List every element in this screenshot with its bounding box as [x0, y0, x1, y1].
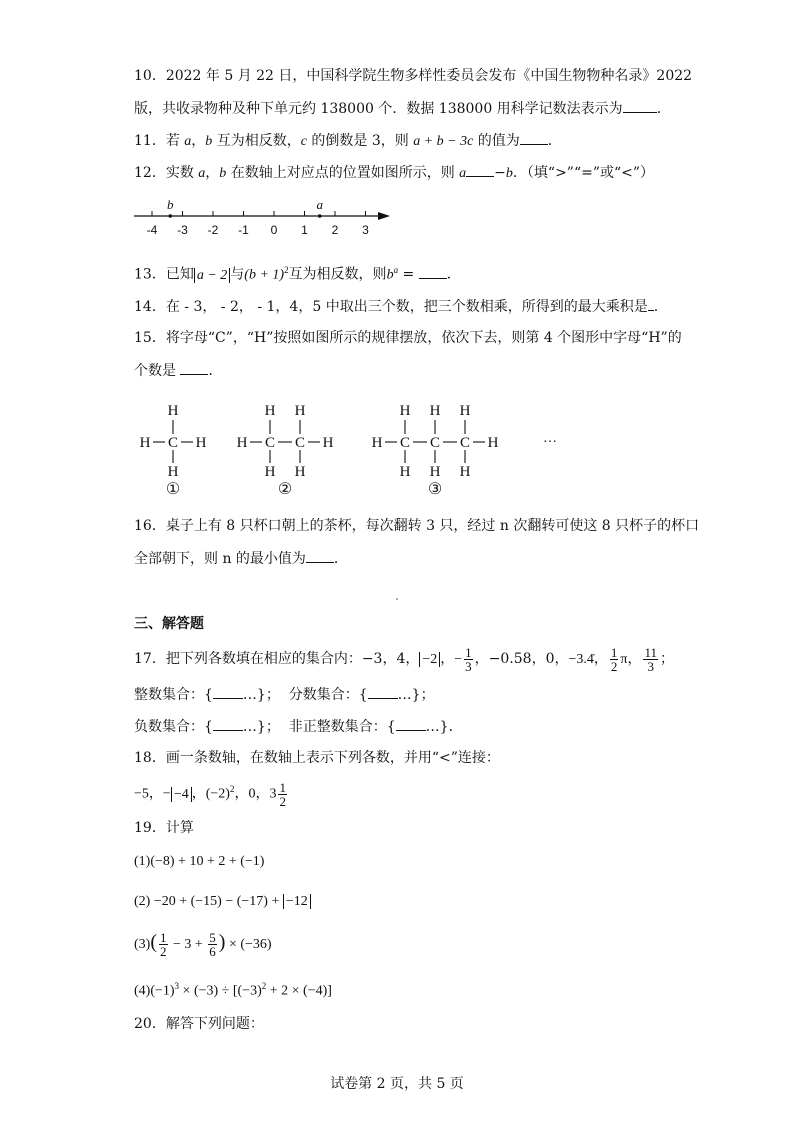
figure-index-label: ② [277, 481, 293, 498]
fraction-one-half: $\frac{1}{2}$ [160, 930, 167, 960]
hydrogen-atom: H [399, 464, 411, 480]
question-18: 18．画一条数轴，在数轴上表示下列各数，并用“<”连接： [134, 750, 500, 766]
question-13: 13．已知 a − 2 与$(b + 1)^2$互为相反数，则$b^a$ = ． [134, 265, 461, 283]
fraction-minus-one-third: $\frac{1}{3}$ [465, 644, 472, 674]
molecule-pattern-figure [130, 392, 600, 498]
fraction-five-sixths: $\frac{5}{6}$ [209, 930, 216, 960]
hydrogen-atom: H [429, 403, 441, 419]
question-12: 12．实数 a，b 在数轴上对应点的位置如图所示，则 a −b．（填“>”“=”或“<”） [134, 162, 654, 184]
hydrogen-atom: H [294, 403, 306, 419]
number-line-tick-label: -3 [177, 223, 188, 237]
question-15-line-1: 15．将字母“C”，“H”按照如图所示的规律摆放，依次下去，则第 4 个图形中字母“H”的 [134, 330, 682, 346]
question-19-part-2: (2) −20 + (−15) − (−17) + −12 [134, 892, 311, 912]
question-16-line-1: 16．桌子上有 8 只杯口朝上的茶杯，每次翻转 3 只，经过 n 次翻转可使这 8 只杯子的杯口 [134, 518, 700, 534]
hydrogen-atom: H [139, 435, 151, 451]
number-line-arrow [378, 212, 390, 220]
hydrogen-atom: H [459, 403, 471, 419]
hydrogen-atom: H [294, 464, 306, 480]
number-line-tick-label: -4 [146, 223, 158, 237]
answer-blank [213, 684, 243, 699]
carbon-atom: C [167, 435, 179, 451]
fraction-one-half: $\frac{1}{2}$ [610, 644, 618, 674]
hydrogen-atom: H [399, 403, 411, 419]
question-18-numbers: −5，− −4 ，$(-2)^2$，0，3 $\frac{1}{2}$ [134, 779, 286, 809]
carbon-atom: C [429, 435, 441, 451]
answer-blank [213, 716, 243, 731]
hydrogen-atom: H [487, 435, 499, 451]
page-footer: 试卷第 2 页，共 5 页 [330, 1076, 464, 1092]
hydrogen-atom: H [371, 435, 383, 451]
answer-blank [623, 98, 657, 113]
number-line [134, 196, 394, 242]
carbon-atom: C [399, 435, 411, 451]
question-10-line-2: 版，共收录物种及种下单元约 138000 个．数据 138000 用科学记数法表示为 ． [134, 98, 671, 119]
point-a-marker [318, 214, 322, 218]
question-20: 20．解答下列问题： [134, 1016, 264, 1032]
fraction-eleven-thirds: $\frac{11}{3}$ [644, 644, 657, 674]
answer-blank [306, 548, 334, 563]
question-16-line-2: 全部朝下，则 n 的最小值为 ． [134, 548, 348, 569]
carbon-atom: C [264, 435, 276, 451]
question-19-part-3: (3)( $\frac{1}{2}$ − 3 + $\frac{5}{6}$ ) × (−36) [134, 930, 272, 960]
question-17-sets-row-1: 整数集合：{ …}； 分数集合：{ …}； [134, 684, 435, 705]
question-19-part-1: (1)(−8) + 10 + 2 + (−1) [134, 854, 265, 869]
carbon-atom: C [294, 435, 306, 451]
hydrogen-atom: H [264, 464, 276, 480]
point-a-label: a [316, 197, 323, 212]
number-line-tick-label: 1 [301, 223, 308, 237]
figure-index-label: ① [165, 481, 181, 498]
hydrogen-atom: H [459, 464, 471, 480]
number-line-tick-label: 3 [362, 223, 369, 237]
ellipsis: ··· [543, 435, 557, 450]
question-10-line-1: 10．2022 年 5 月 22 日，中国科学院生物多样性委员会发布《中国生物物种名录》2022 [134, 68, 693, 84]
carbon-atom: C [459, 435, 471, 451]
question-19: 19．计算 [134, 820, 194, 836]
figure-index-label: ③ [427, 481, 443, 498]
hydrogen-atom: H [195, 435, 207, 451]
question-19-part-4: $(4)(-1)^3 \times (-3) \div [(-3)^2 + 2 \times (-4)]$ [134, 981, 332, 999]
hydrogen-atom: H [322, 435, 334, 451]
answer-blank [466, 162, 494, 177]
hydrogen-atom: H [429, 464, 441, 480]
hydrogen-atom: H [167, 464, 179, 480]
question-17-sets-row-2: 负数集合：{ …}； 非正整数集合：{ …}． [134, 716, 463, 737]
section-3-heading: 三、解答题 [134, 616, 204, 632]
answer-blank [368, 684, 398, 699]
number-line-tick-label: -1 [238, 223, 249, 237]
number-line-tick-label: 2 [331, 223, 339, 237]
question-11: 11．若 a，b 互为相反数，c 的倒数是 3，则 a + b − 3c 的值为 ． [134, 130, 562, 152]
answer-blank [396, 716, 426, 731]
fraction-one-half: $\frac{1}{2}$ [279, 779, 286, 809]
stray-dot [396, 598, 398, 600]
question-17: 17．把下列各数填在相应的集合内：−3，4， −2 ，− $\frac{1}{3}$ ，−0.58，0，−3.4̇， $\frac{1}{2}$ π， $\frac{11}{3}$ ； [134, 644, 674, 674]
number-line-tick-label: 0 [270, 223, 278, 237]
question-15-line-2: 个数是 ． [134, 360, 222, 381]
hydrogen-atom: H [167, 403, 179, 419]
number-line-tick-label: -2 [207, 223, 219, 237]
point-b-marker [169, 214, 173, 218]
question-14: 14．在 - 3， - 2， - 1，4，5 中取出三个数，把三个数相乘，所得到的最大乘积是 . [134, 296, 658, 317]
answer-blank [180, 360, 208, 375]
answer-blank [419, 264, 447, 279]
answer-blank [520, 130, 548, 145]
point-b-label: b [167, 197, 174, 212]
hydrogen-atom: H [236, 435, 248, 451]
hydrogen-atom: H [264, 403, 276, 419]
